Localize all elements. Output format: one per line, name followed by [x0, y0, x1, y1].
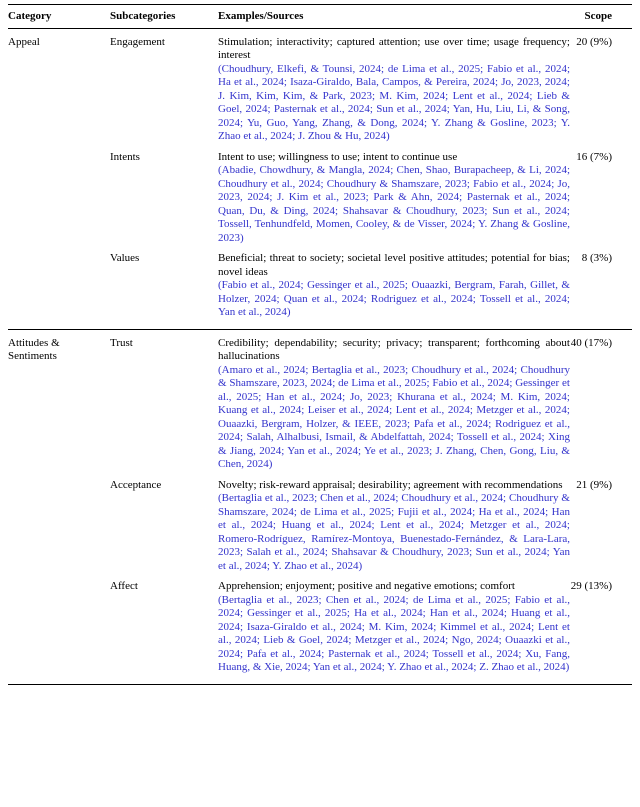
category-cell: Appeal — [8, 35, 40, 48]
examples-sources-cell — [218, 252, 570, 320]
subcategory-cell: Trust — [110, 336, 133, 349]
examples-sources-cell — [218, 337, 570, 472]
sources-citations[interactable]: (Abadie, Chowdhury, & Mangla, 2024; Chen, Shao, Burapacheep, & Li, 2024; Choudhury et al., 2024; Choudhury & Shamszare, 2023; Fabio et al., 2024; Jo, 2023, 2024; J. Kim et al., 2023; Park & Ahn, 2024; Pasternak et al., 2024; Quan, Du, & Ding, 2024; Shahsavar & Choudhury, 2023; Sun et al., 2024; Tossell, Tenhundfeld, Momen, Cooley, & de Visser, 2024; Y. Zhang & Gosline, 2023) — [218, 164, 570, 244]
category-group — [8, 29, 632, 329]
header-category: Category — [8, 10, 52, 22]
group-rows — [8, 36, 632, 320]
category-cell — [8, 580, 110, 675]
categories-table — [8, 4, 632, 685]
examples-sources-cell — [218, 36, 570, 144]
scope-cell: 40 (17%) — [570, 336, 612, 349]
category-cell — [8, 252, 110, 320]
table-row — [8, 337, 632, 472]
table-body — [8, 29, 632, 684]
group-rows — [8, 337, 632, 675]
scope-cell: 20 (9%) — [576, 35, 612, 48]
table-header — [8, 5, 632, 29]
header-scope: Scope — [584, 10, 612, 22]
examples-sources-cell — [218, 151, 570, 246]
table-row — [8, 252, 632, 320]
category-cell — [8, 151, 110, 246]
examples-text: Stimulation; interactivity; captured attention; use over time; usage frequency; interest — [218, 35, 570, 61]
subcategory-cell: Values — [110, 252, 140, 264]
subcategory-cell: Acceptance — [110, 478, 162, 491]
examples-sources-cell — [218, 479, 570, 574]
scope-cell: 16 (7%) — [576, 150, 612, 163]
header-examples-sources: Examples/Sources — [218, 10, 304, 22]
sources-citations[interactable]: (Choudhury, Elkefi, & Tounsi, 2024; de Lima et al., 2025; Fabio et al., 2024; Ha et al., 2024; Isaza-Giraldo, Bala, Campos, & Pereira, 2024; Jo, 2023, 2024; J. Kim, Kim, Kim, & Park, 2023; M. Kim, 2024; Lent et al., 2024; Lieb & Goel, 2024; Pasternak et al., 2024; Sun et al., 2024; Yan, Hu, Liu, Li, & Song, 2024; Yu, Guo, Yang, Zhang, & Dong, 2024; Y. Zhang & Gosline, 2023; Y. Zhao et al., 2024; J. Zhou & Hu, 2024) — [218, 62, 570, 142]
sources-citations[interactable]: (Fabio et al., 2024; Gessinger et al., 2025; Ouaazki, Bergram, Farah, Gillet, & Holzer, 2024; Quan et al., 2024; Rodriguez et al., 2024; Tossell et al., 2024; Yan et al., 2024) — [218, 279, 570, 318]
subcategory-cell: Affect — [110, 580, 138, 592]
examples-text: Novelty; risk-reward appraisal; desirability; agreement with recommendations — [218, 478, 563, 491]
category-group — [8, 329, 632, 684]
category-cell: Attitudes & Sentiments — [8, 336, 60, 362]
category-cell — [8, 479, 110, 574]
table-row — [8, 580, 632, 675]
examples-text: Intent to use; willingness to use; intent to continue use — [218, 150, 458, 163]
examples-sources-cell — [218, 580, 570, 675]
table-row — [8, 36, 632, 144]
scope-cell: 21 (9%) — [576, 478, 612, 491]
table-row — [8, 151, 632, 246]
scope-cell: 29 (13%) — [570, 580, 612, 592]
table-row — [8, 479, 632, 574]
examples-text: Apprehension; enjoyment; positive and negative emotions; comfort — [218, 580, 515, 592]
sources-citations[interactable]: (Bertaglia et al., 2023; Chen et al., 2024; de Lima et al., 2025; Fabio et al., 2024; Gessinger et al., 2025; Ha et al., 2024; Han et al., 2024; Huang et al., 2024; Isaza-Giraldo et al., 2024; M. Kim, 2024; Kimmel et al., 2024; Lent et al., 2024; Lieb & Goel, 2024; Metzger et al., 2024; Ngo, 2024; Ouaazki et al., 2024; Pafa et al., 2024; Pasternak et al., 2024; Tossell et al., 2024; Xu, Fang, Huang, & Xie, 2024; Yan et al., 2024; Y. Zhao et al., 2024; Z. Zhao et al., 2024) — [218, 593, 570, 673]
examples-text: Credibility; dependability; security; privacy; transparent; forthcoming about hallucinations — [218, 336, 570, 362]
sources-citations[interactable]: (Amaro et al., 2024; Bertaglia et al., 2023; Choudhury et al., 2024; Choudhury & Shamszare, 2023, 2024; de Lima et al., 2025; Fabio et al., 2024; Gessinger et al., 2025; Han et al., 2024; Jo, 2023; Khurana et al., 2024; M. Kim, 2024; Kuang et al., 2024; Leiser et al., 2024; Lent et al., 2024; Metzger et al., 2024; Ouaazki, Bergram, Holzer, & IEEE, 2023; Pafa et al., 2024; Rodriguez et al., 2024; Salah, Alhalbusi, Ismail, & Abdelfattah, 2024; Tossell et al., 2024; Xing & Jiang, 2024; Yan et al., 2024; Ye et al., 2023; J. Zhang, Chen, Gong, Liu, & Chen, 2024) — [218, 363, 570, 470]
examples-text: Beneficial; threat to society; societal level positive attitudes; potential for bias; novel ideas — [218, 252, 570, 278]
sources-citations[interactable]: (Bertaglia et al., 2023; Chen et al., 2024; Choudhury et al., 2024; Choudhury & Shamszare, 2024; de Lima et al., 2025; Fujii et al., 2024; Ha et al., 2024; Han et al., 2024; Huang et al., 2024; Lent et al., 2024; Metzger et al., 2024; Romero-Rodríguez, Ramírez-Montoya, Buenestado-Fernández, & Lara-Lara, 2023; Salah et al., 2024; Shahsavar & Choudhury, 2023; Sun et al., 2024; Yan et al., 2024; Y. Zhao et al., 2024) — [218, 492, 570, 572]
scope-cell: 8 (3%) — [581, 252, 612, 264]
subcategory-cell: Engagement — [110, 35, 165, 48]
subcategory-cell: Intents — [110, 150, 140, 163]
header-subcategories: Subcategories — [110, 10, 176, 22]
